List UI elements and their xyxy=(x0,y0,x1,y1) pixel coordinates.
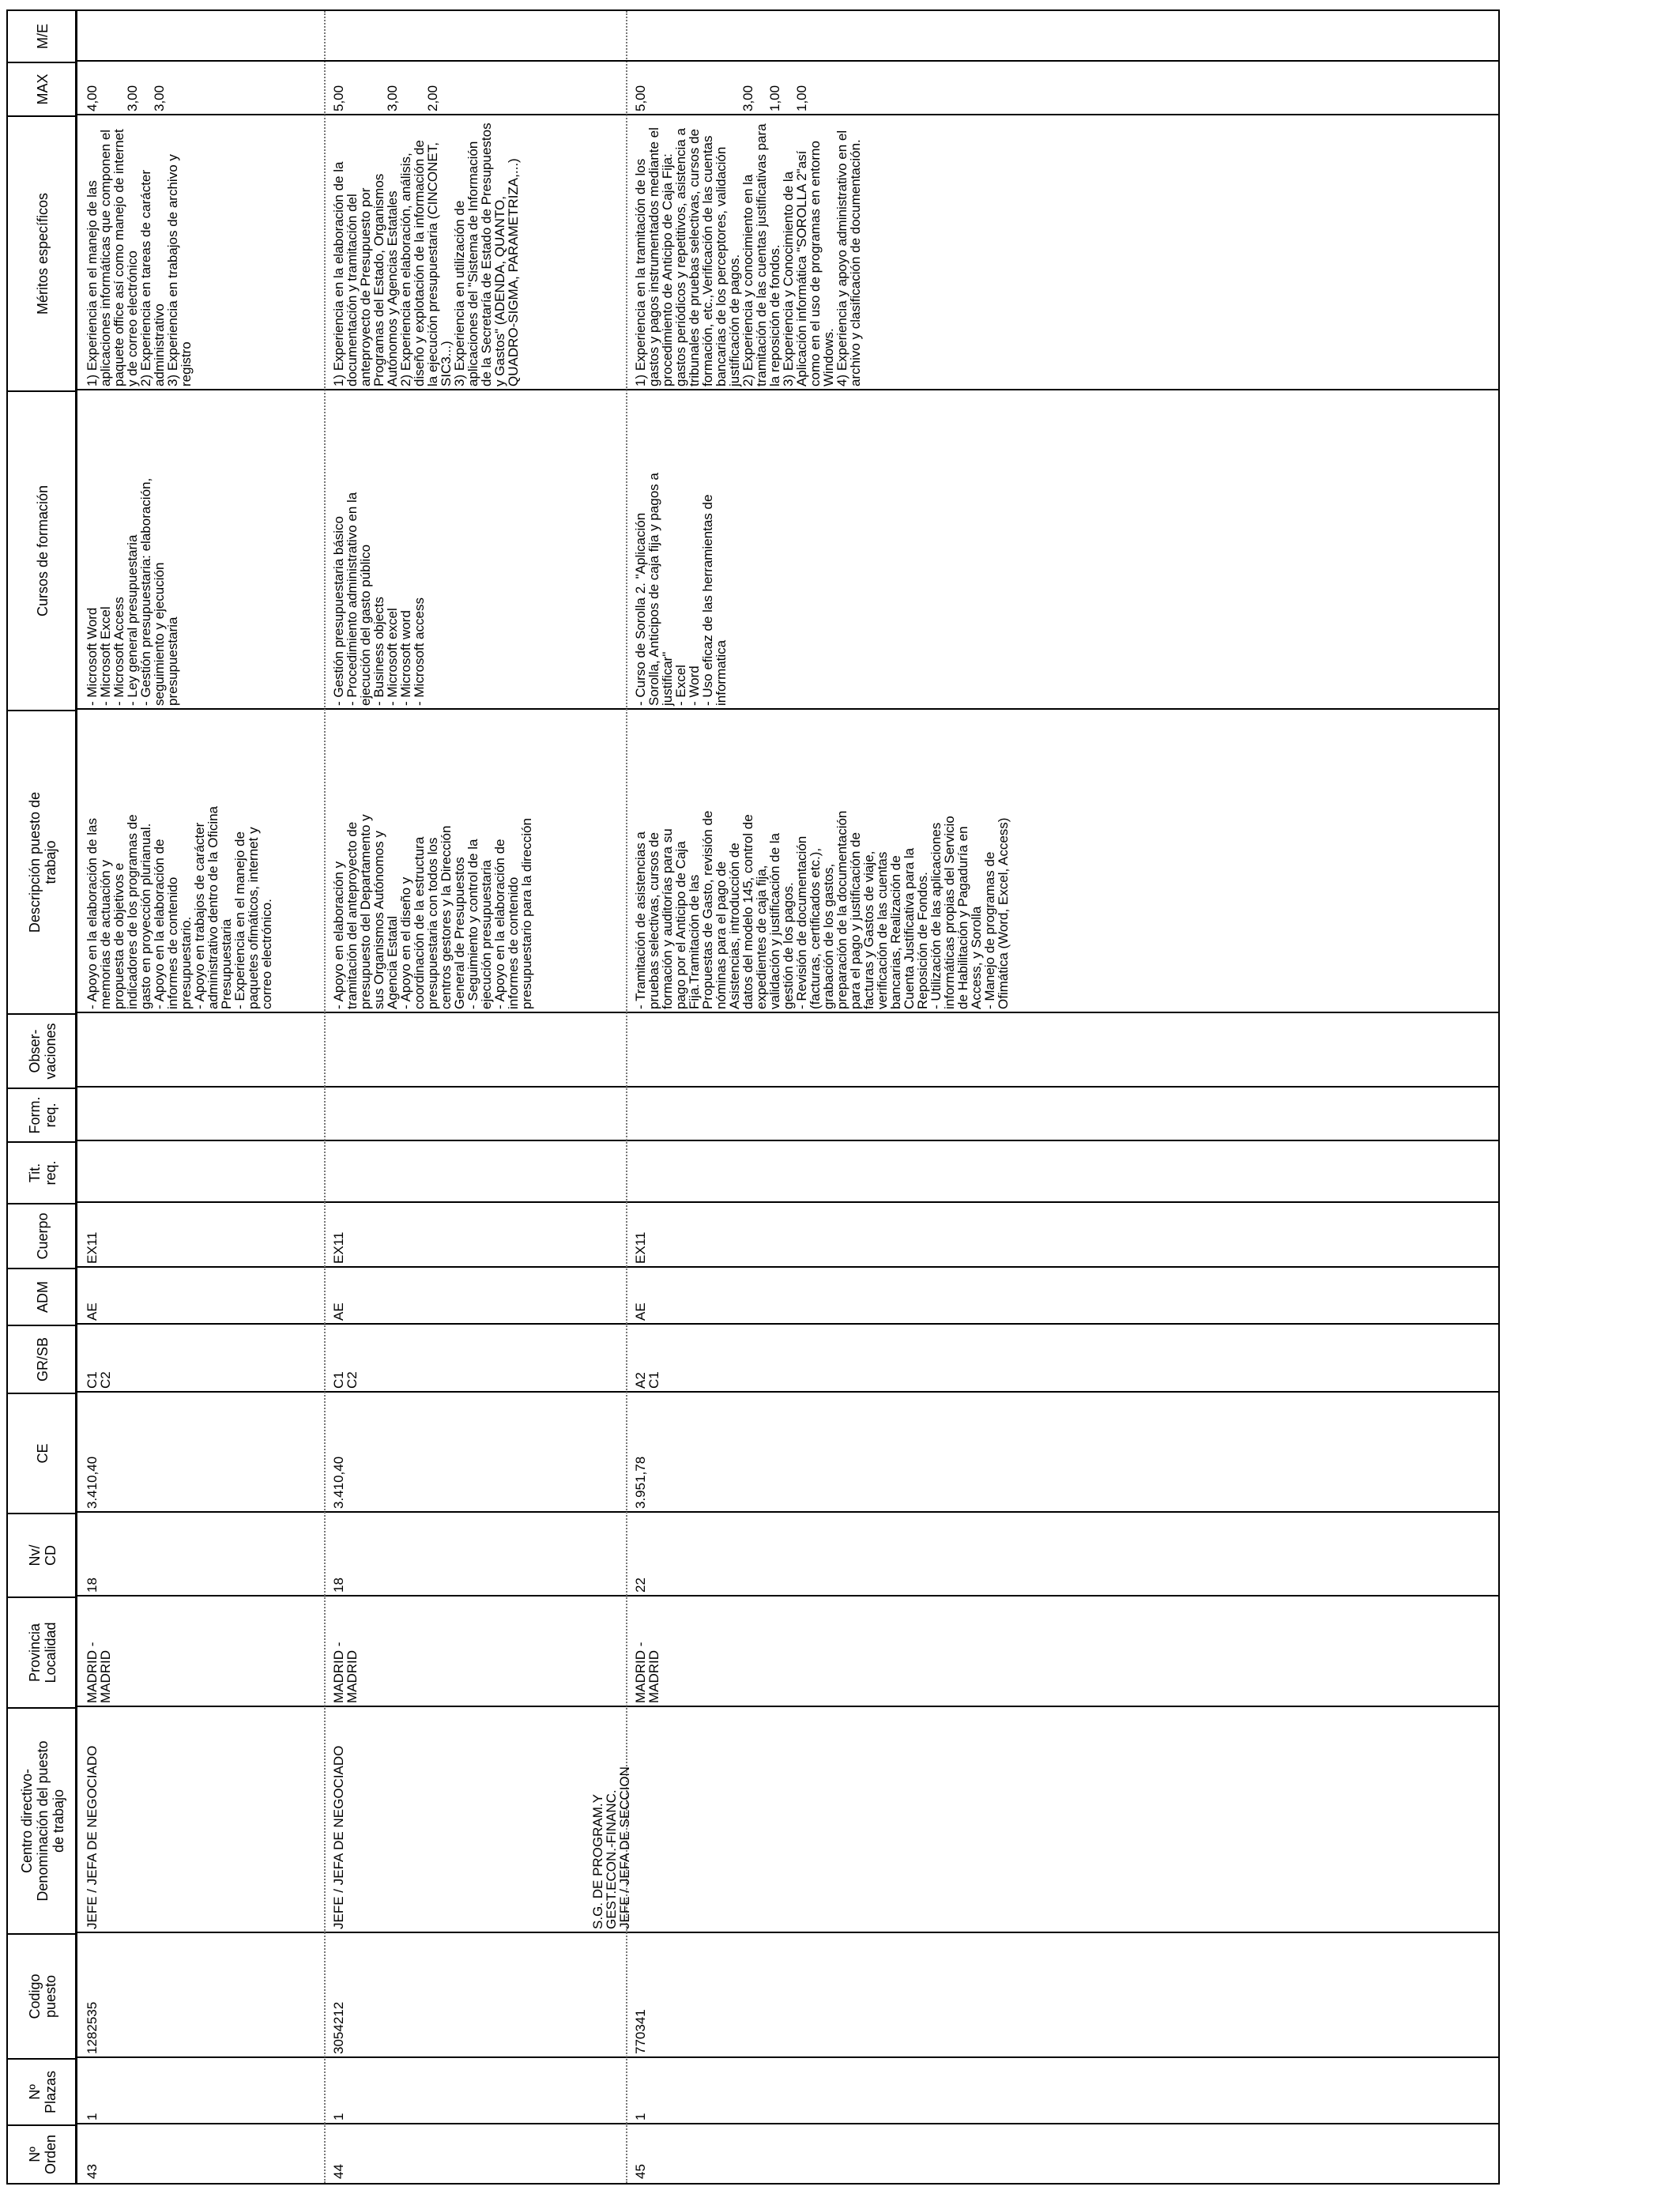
header-max: MAX xyxy=(8,62,77,115)
cell-codigo: 3054212 xyxy=(331,2001,346,2054)
cell-descripcion: - Apoyo en elaboración y tramitación del anteproyecto de presupuesto del Departamento y sus Organismos Autónomos y Agencia Estatal - Apoyo en el diseño y coordinación de la estructura presupuestaria con todos los centros gestores y la Dirección General de Presupuestos - Seguimiento y control de la ejecución presupuestaria - Apoyo en la elaboración de informes de contenido presupuestario para la dirección xyxy=(331,814,534,1009)
table-row xyxy=(590,11,1103,2183)
cell-descripcion: - Apoyo en la elaboración de las memorias de actuación y propuesta de objetivos e indicadores de los programas de gasto en proyección plurianual. - Apoyo en la elaboración de informes de contenido presupuestario. - Apoyo en trabajos de carácter administrativo dentro de la Oficina Presupuestaria - Experiencia en el manejo de paquetes ofimáticos, internet y correo electrónico. xyxy=(85,805,274,1009)
cell-plazas: 1 xyxy=(633,2113,648,2120)
header-ce: CE xyxy=(8,1393,77,1513)
cell-grupo: A2 C1 xyxy=(633,1371,661,1389)
cell-grupo: C1 C2 xyxy=(331,1371,360,1389)
row-divider xyxy=(324,11,326,2183)
cell-provincia: MADRID - MADRID xyxy=(85,1642,113,1703)
column-rule xyxy=(77,60,1498,62)
cell-nivel: 18 xyxy=(85,1578,100,1593)
header-formacion-req: Form. req. xyxy=(8,1088,77,1141)
cell-adm: AE xyxy=(633,1302,648,1321)
cell-grupo: C1 C2 xyxy=(85,1371,113,1389)
cell-meritos: 1) Experiencia en la tramitación de los gastos y pagos instrumentados mediante el procedimiento de Anticipo de Caja Fija: gastos periódicos y repetitivos, asistencia a tribunales de pruebas selectivas, cursos de formación, etc.,Verificación de las cuentas bancarias de los perceptores, validación justificación de pagos. 2) Experiencia y conocimiento en la tramitación de las cuentas justificativas para la reposición de fondos. 3) Experiencia y Conocimiento de la Aplicación informática "SOROLLA 2"así como en el uso de programas en entorno Windows. 4) Experiencia y apoyo administrativo en el archivo y clasificación de documentación. xyxy=(633,123,863,386)
cell-ce: 3.410,40 xyxy=(85,1456,100,1509)
cell-orden: 44 xyxy=(331,2164,346,2179)
header-orden: Nº Orden xyxy=(8,2124,77,2183)
header-nivel: Nv/ CD xyxy=(8,1513,77,1596)
table-header xyxy=(8,11,77,2183)
cell-max: 5,00 3,00 2,00 xyxy=(331,85,440,111)
header-provincia: Provincia Localidad xyxy=(8,1596,77,1707)
cell-ce: 3.951,78 xyxy=(633,1456,648,1509)
cell-nivel: 22 xyxy=(633,1578,648,1593)
cell-ce: 3.410,40 xyxy=(331,1456,346,1509)
cell-max: 4,00 3,00 3,00 xyxy=(85,85,167,111)
cell-orden: 43 xyxy=(85,2164,100,2179)
cell-centro: JEFE / JEFA DE NEGOCIADO xyxy=(85,1745,100,1929)
table-row xyxy=(327,11,620,2183)
cell-codigo: 770341 xyxy=(633,2009,648,2054)
cell-orden: 45 xyxy=(633,2164,648,2179)
header-plazas: Nº Plazas xyxy=(8,2058,77,2124)
cell-adm: AE xyxy=(331,1302,346,1321)
cell-provincia: MADRID - MADRID xyxy=(331,1642,360,1703)
cell-max: 5,00 3,00 1,00 1,00 xyxy=(633,85,809,111)
cell-nivel: 18 xyxy=(331,1578,346,1593)
cell-plazas: 1 xyxy=(85,2113,100,2120)
cell-centro: JEFE / JEFA DE NEGOCIADO xyxy=(331,1745,346,1929)
header-centro: Centro directivo- Denominación del puesto de trabajo xyxy=(8,1707,77,1933)
cell-codigo: 1282535 xyxy=(85,2001,100,2054)
cell-plazas: 1 xyxy=(331,2113,346,2120)
cell-descripcion: - Tramitación de asistencias a pruebas selectivas, cursos de formación y auditorías para su pago por el Anticipo de Caja Fija.Tramitación de las Propuestas de Gasto, revisión de nóminas para el pago de Asistencias, introducción de datos del modelo 145, control de expedientes de caja fija, validación y justificación de la gestión de los pagos. - Revisión de documentación (facturas, certificados etc.), grabación de los gastos, preparación de la documentación para el pago y justificación de facturas y Gastos de viaje, verificación de las cuentas bancarias, Realización de Cuenta Justificativa para la Reposición de Fondos. - Utilización de las aplicaciones informáticas propias del Servicio de Habilitación y Pagaduría en Access, y Sorolla - Manejo de programas de Ofimática (Word, Excel, Access) xyxy=(633,810,1011,1009)
header-meritos: Méritos específicos xyxy=(8,115,77,390)
header-descripcion: Descripción puesto de trabajo xyxy=(8,710,77,1013)
cell-meritos: 1) Experiencia en el manejo de las aplicaciones informáticas que componen el paquete office así como manejo de internet y de correo electrónico 2) Experiencia en tareas de carácter administrativo 3) Experiencia en trabajos de archivo y registro xyxy=(85,129,194,386)
cell-adm: AE xyxy=(85,1302,100,1321)
positions-table xyxy=(6,9,1500,2185)
header-grupo: GR/SB xyxy=(8,1325,77,1393)
header-cuerpo: Cuerpo xyxy=(8,1203,77,1268)
cell-meritos: 1) Experiencia en la elaboración de la documentación y tramitación del anteproyecto de Presupuesto por Programas del Estado, Organismos Autónomos y Agencias Estatales 2) Experiencia en elaboración, análisis, diseño y explotación de la información de la ejecución presupuestaria (CINCONET, SIC3...) 3) Experiencia en utilización de aplicaciones del "Sistema de Información de la Secretaría de Estado de Presupuestos y Gastos" (ADENDA, QUANTO, QUADRO-SIGMA, PARAMETRIZA,...) xyxy=(331,123,521,386)
header-cursos: Cursos de formación xyxy=(8,390,77,710)
cell-provincia: MADRID - MADRID xyxy=(633,1642,661,1703)
cell-centro: S.G. DE PROGRAM.Y GEST.ECON.-FINANC. JEFE / JEFA DE SECCION xyxy=(590,1766,632,1929)
header-observaciones: Obser- vaciones xyxy=(8,1013,77,1088)
header-me: M/E xyxy=(35,24,51,50)
cell-cuerpo: EX11 xyxy=(633,1231,648,1264)
cell-cuerpo: EX11 xyxy=(331,1231,346,1264)
cell-cursos: - Microsoft Word - Microsoft Excel - Microsoft Access - Ley general presupuestaria - Gestión presupuestaria: elaboración, seguimiento y ejecución presupuestaria xyxy=(85,477,180,706)
header-adm: ADM xyxy=(8,1268,77,1325)
header-codigo: Codigo puesto xyxy=(8,1933,77,2058)
cell-cursos: - Gestión presupuestaria básico - Procedimiento administrativo en la ejecución del gasto público - Business objects - Microsoft excel - Microsoft word - Microsoft access xyxy=(331,492,427,706)
cell-cuerpo: EX11 xyxy=(85,1231,100,1264)
table-row xyxy=(81,11,318,2183)
cell-cursos: - Curso de Sorolla 2. "Aplicación Sorolla, Anticipos de caja fija y pagos a justificar" - Excel - Word - Uso eficaz de las herramientas de informatica xyxy=(633,473,729,706)
header-titulacion: Tit. req. xyxy=(8,1141,77,1203)
